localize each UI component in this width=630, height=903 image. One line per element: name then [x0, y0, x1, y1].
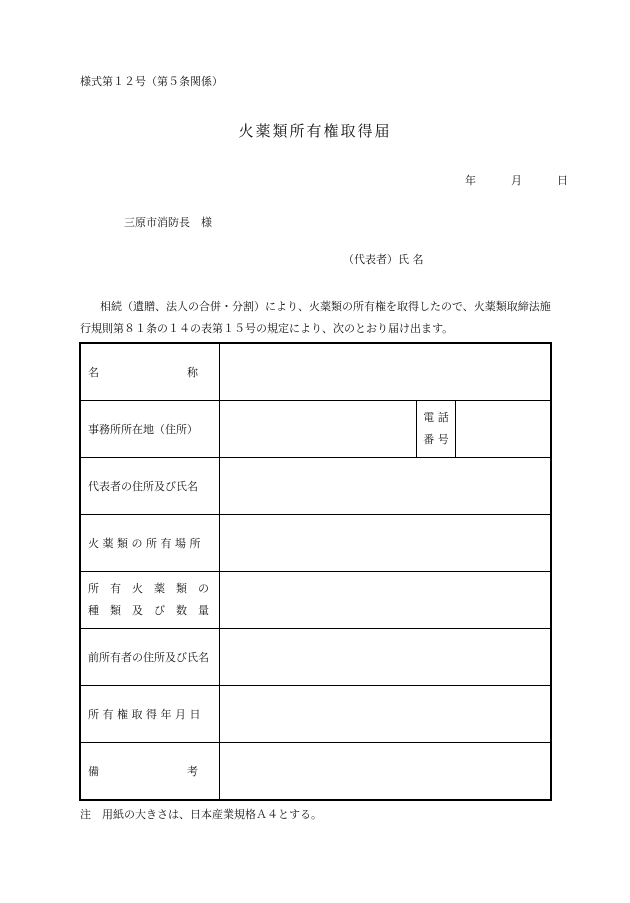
footnote: 注 用紙の大きさは、日本産業規格Ａ４とする。: [80, 808, 322, 821]
form-number: 様式第１２号（第５条関係）: [80, 75, 223, 88]
form-table: [79, 342, 552, 801]
field-storage-location[interactable]: [220, 515, 550, 571]
addressee: 三原市消防長 様: [124, 216, 212, 229]
label-representative: 代表者の住所及び氏名: [81, 458, 220, 514]
row-storage-location: [81, 515, 550, 572]
label-phone-number: 電 話 番 号: [416, 401, 456, 457]
label-office-address: 事務所所在地（住所）: [81, 401, 220, 457]
field-remarks[interactable]: [220, 743, 550, 799]
row-representative: [81, 458, 550, 515]
field-name[interactable]: [220, 344, 550, 400]
label-explosive-types: 所 有 火 薬 類 の 種 類 及 び 数 量: [81, 572, 220, 628]
document-title: 火薬類所有権取得届: [238, 122, 392, 140]
body-text: 相続（遺贈、法人の合併・分割）により、火薬類の所有権を取得したので、火薬類取締法施行規則第８１条の１４の表第１５号の規定により、次のとおり届け出ます。: [80, 300, 551, 335]
row-name: [81, 344, 550, 401]
row-office-address: [81, 401, 550, 458]
row-explosive-types: [81, 572, 550, 629]
label-acquisition-date: 所 有 権 取 得 年 月 日: [81, 686, 220, 742]
row-acquisition-date: [81, 686, 550, 743]
label-remarks: 備 考: [81, 743, 220, 799]
row-previous-owner: [81, 629, 550, 686]
field-previous-owner[interactable]: [220, 629, 550, 685]
date-year-label: 年: [465, 174, 476, 187]
field-explosive-types[interactable]: [220, 572, 550, 628]
date-month-label: 月: [511, 174, 522, 187]
signatory-name-label: （代表者）氏 名: [343, 253, 424, 266]
label-previous-owner: 前所有者の住所及び氏名: [81, 629, 220, 685]
field-acquisition-date[interactable]: [220, 686, 550, 742]
date-line: [465, 172, 568, 188]
field-office-address[interactable]: [220, 401, 550, 457]
row-remarks: [81, 743, 550, 799]
date-day-label: 日: [557, 174, 568, 187]
label-storage-location: 火 薬 類 の 所 有 場 所: [81, 515, 220, 571]
label-name: 名 称: [81, 344, 220, 400]
field-representative[interactable]: [220, 458, 550, 514]
